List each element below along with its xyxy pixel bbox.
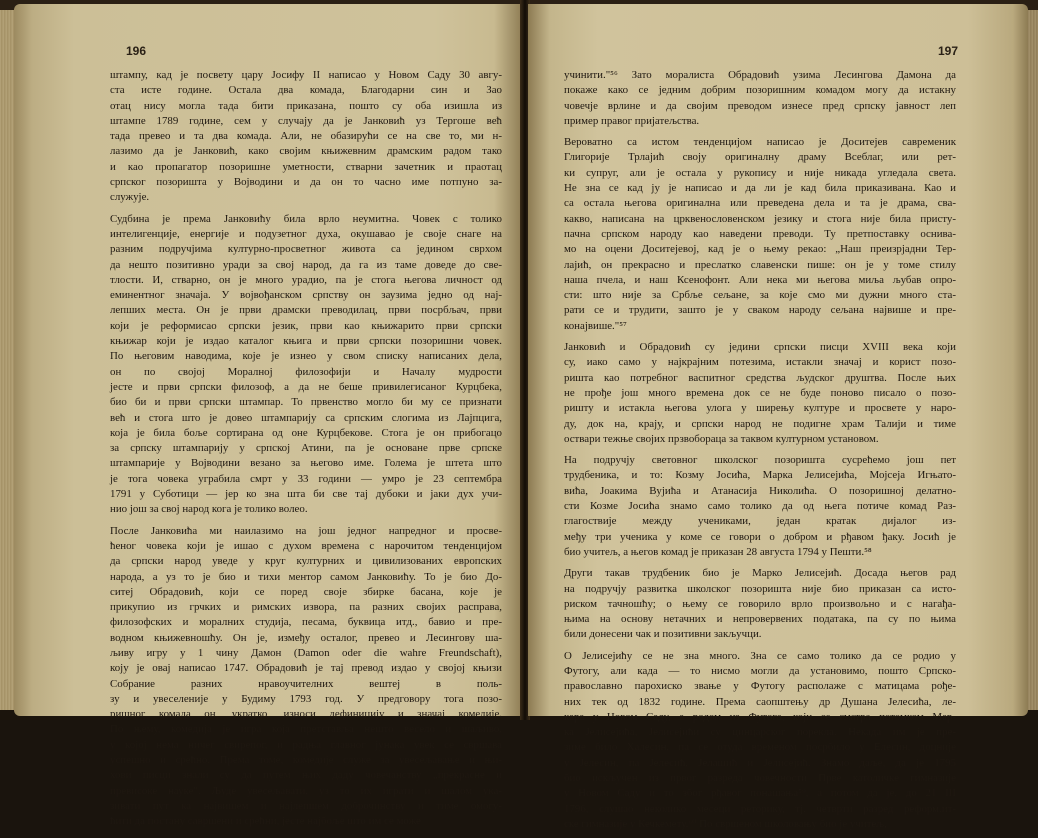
- text-line: у којој нема ничег свирепог, и радња главног јунака увек се свршава: [110, 738, 502, 751]
- text-line: хови писци знали су да путем њих даду човечанству „прекрасне и: [110, 769, 502, 782]
- right-page: [528, 4, 1028, 830]
- text-line: По његовим наводима, које је изнео у свом списку написаних дела,: [110, 350, 502, 363]
- text-line: зиме било Халесин, па се отуда временом посрбило у Елесин, доцније: [564, 741, 956, 754]
- text-line: тлости. И, стварно, он је много урадио, па је стога његова личност од: [110, 273, 502, 286]
- text-line: сти Козме Јосића знамо само толико да од њега потиче комад Раз-: [564, 500, 956, 513]
- text-line: ришта као потребног васпитног средства људског друштва. После њих: [564, 371, 956, 384]
- text-line: лазимо да је Јанковић, како својим књижевним драмским радом тако: [110, 145, 502, 158]
- text-line: тада превео и та два комада. Али, не обазирући се на све то, ми н-: [110, 130, 502, 143]
- text-line: био учитељ, а његов комад је приказан 28 августа 1794 у Пешти.⁵⁸: [564, 545, 872, 558]
- text-line: покаже како се једним добрим позоришним комадом могу да истакну: [564, 84, 956, 97]
- text-line: не прође још много времена док се не буде поново писало о позо-: [564, 386, 956, 399]
- paragraph: [564, 566, 956, 642]
- text-line: ситеј Обрадовић, који се поред своје збирке басана, које је: [110, 585, 502, 598]
- paragraph: [110, 212, 502, 518]
- paragraph: [564, 340, 956, 447]
- text-line: штампарије у Војводини везано за његово име. Голема је штета што: [110, 457, 502, 470]
- text-line: превисоке науке". Људе увесељавати, уз то их играти и шалом ука-: [110, 784, 502, 797]
- text-line: зивати пут ка највишем и најлепшем доброчинству и тиме омогу-: [110, 799, 502, 812]
- text-line: сти: што није за Србље сељане, за које смо ми дужни много ста-: [564, 289, 956, 302]
- text-line: српског позоришта у Војводини и да он то часно име потпуно за-: [110, 176, 502, 189]
- text-line: нио још за свој народ кога је толико волео.: [110, 503, 308, 516]
- text-line: О Јелисејићу се не зна много. Зна се само толико да се родио у: [564, 649, 956, 662]
- text-line: оствари тежње својих прзвобораца за таквом културном установом.: [564, 432, 879, 445]
- text-line: ка Јелисејића, Јелисејићи су цинцарског порекла. Некада им је пре-: [564, 726, 956, 739]
- text-line: риском тачношћу; о њему се говорило врло произвољно и с нагађа-: [564, 597, 956, 610]
- text-line: народа, а уз то је био и тихи ментор самом Јанковићу. То је био До-: [110, 570, 502, 583]
- text-line: и као пропагатор позоришне уметности, стварни зачетник и праотац: [110, 160, 502, 173]
- paragraph: [564, 68, 956, 129]
- text-line: пачна српском народу као наведени преводи. Ту претпоставку оснива-: [564, 227, 956, 240]
- text-line: учинити."⁵⁶ Зато моралиста Обрадовић узима Лесингова Дамона да: [564, 69, 956, 81]
- text-line: На подручју световног школског позоришта сусрећемо још пет: [564, 454, 956, 467]
- text-line: ришног комада он, укратко, износи дефиницију и значај комедије.: [110, 708, 502, 721]
- text-line: них тек од 1832 године. Према саопштењу др Душана Јелесића, ле-: [564, 695, 956, 708]
- text-line: разним подручјима културно-просветног живота са једином сврхом: [110, 243, 502, 256]
- text-line: пример правог пријатељства.: [564, 114, 700, 127]
- text-line: вића, Јоакима Вујића и Атанасија Николића. О позоришној делатно-: [564, 484, 956, 497]
- text-line: Собрание разних нравоучителних вештеј в поль-: [110, 677, 502, 690]
- paragraph: [564, 649, 956, 833]
- text-line: Други такав трудбеник био је Марко Јелисејић. Досада његов рад: [564, 567, 956, 580]
- text-line: у Јелесин, па Јелесић, Јелашић и Јелисејић. Знамо даље, да је 1795: [564, 756, 956, 769]
- text-line: био искључен из првог разреда човечности Прве католичке гимназије: [564, 772, 956, 785]
- text-line: ске гимназије у Кечкемету.⁶⁰ По свршеном школовању био је учитељ,: [564, 817, 887, 830]
- text-line: служује.: [110, 191, 150, 204]
- text-line: глагоствије между учениками, један кратак дијалог из-: [564, 515, 956, 528]
- text-line: штампу, кад је посвету цару Јосифу II написао у Новом Саду 30 авгу-: [110, 69, 502, 81]
- text-line: је тога човека уграбила смрт у 33 години — умро је 23 септембра: [110, 472, 502, 485]
- text-line: ришту и истакла његова улога у ширењу културе и просвете у наро-: [564, 402, 956, 415]
- text-line: књижар који је издао каталог књига и први српски позоришни човек.: [110, 335, 502, 348]
- text-line: 1796, слушао неколико месеци реторику, тј. четврти разред реформ.ит-: [564, 802, 956, 815]
- text-line: коју је овај написао 1747. Обрадовић је тај превод издао у својој књизи: [110, 662, 502, 675]
- text-line: на подручју развитка школског позоришта није био приказан са исто-: [564, 582, 956, 595]
- text-line: ћеног човека који је ишао с духом времена с нарочитом тенденцијом: [110, 539, 502, 552]
- text-line: Не зна се кад ју је написао и да ли је кад била приказивана. Као и: [564, 182, 956, 195]
- text-line: ста исте године. Остала два комада, Благодарни син и Зао: [110, 84, 502, 97]
- paragraph: [564, 135, 956, 334]
- text-line: ду, док на, крају, и српски народ не подигне храм Талији и тиме: [564, 417, 956, 430]
- left-page: [14, 4, 522, 828]
- text-line: он по својој Моралној филозофији и Началу мудрости: [110, 365, 502, 378]
- text-line: 1791 у Суботици — јер ко зна шта би све тај дубоки и јаки дух учи-: [110, 488, 502, 501]
- text-line: мо на оцени Доситејевој, кад је о њему рекао: „Наш преизрјадни Тер-: [564, 243, 956, 256]
- text-line: Судбина је према Јанковићу била врло неумитна. Човек с толико: [110, 212, 502, 225]
- text-line: зу и увеселеније у Будиму 1793 год. У предговору тога позо-: [110, 692, 502, 705]
- text-line: већ и стога што је довео штампарију са српским слогима из Лајпцига,: [110, 411, 502, 424]
- text-line: успешно и срећно. Према томе, комедије служе за увесељавање и њи-: [110, 754, 502, 767]
- text-line: да нешто позитивно уради за свој народ, да га из таме доведе до све-: [110, 258, 502, 271]
- text-line: кара у Новом Саду, а родом из Футога, који се сматра потомком Мар-: [564, 710, 956, 723]
- text-line: која је била боље сортирана од оне Курцбекове. Стога је он прибогацо: [110, 426, 502, 439]
- right-page-text: [564, 68, 956, 838]
- text-line: Вероватно са истом тенденцијом написао је Доситејев савременик: [564, 136, 956, 149]
- text-line: отац нису могла тада бити приказана, пошто су оба изишла из: [110, 99, 502, 112]
- text-line: у Новом Саду и то због рђавог понашања⁵⁹, а потом да је, до 21 III: [564, 787, 956, 800]
- text-line: еминентног значаја. У војвођанском српству он заузима једно од нај-: [110, 289, 502, 302]
- text-line: лајић, он прекрасно и преслатко славенски пише: он је у томе стилу: [564, 258, 956, 271]
- paragraph: [110, 68, 502, 206]
- text-line: Футогу, али када — то нисмо могли да установимо, пошто Српско-: [564, 664, 956, 677]
- text-line: љиву игру у 1 чину Дамон (Damon oder die wahre Freundschaft),: [110, 646, 502, 659]
- text-line: Глигорије Трлајић своју оригиналну драму Всеблаг, или рет-: [564, 151, 956, 164]
- text-line: ки супруг, али је остала у рукопису и није никада угледала света.: [564, 166, 956, 179]
- text-line: интелигенције, енергије и подузетног духа, окушавао је своје снаге на: [110, 227, 502, 240]
- text-line: рати се и трудити, зашто је у сваком народу сељана највише и пре-: [564, 304, 956, 317]
- text-line: човечје врлине и да својим преводом изнесе пред српску јавност леп: [564, 99, 956, 112]
- paragraph: [564, 453, 956, 560]
- text-line: какво, написана на црквенословенском језику и стога није била присту-: [564, 212, 956, 225]
- text-line: да српски народ уведе у круг културних и цивилизованих европских: [110, 555, 502, 568]
- text-line: Јанковић и Обрадовић су једини српски писци XVIII века који: [564, 341, 956, 354]
- text-line: ћити да постану савршени и срећни, јесте најбоље што им се може: [110, 815, 421, 828]
- text-line: прикупио из грчких и римских извора, па разних својих расправа,: [110, 601, 502, 614]
- text-line: међу три ученика у коме се говори о добром и рђавом ђаку. Јосић је: [564, 530, 956, 543]
- left-page-text: [110, 68, 502, 836]
- text-line: После Јанковића ми наилазимо на још једног напредног и просве-: [110, 524, 502, 537]
- text-line: за српску штампарију у српској Атини, па је основане прве српске: [110, 442, 502, 455]
- text-line: били донесени чак и позитивни закључци.: [564, 628, 762, 641]
- text-line: православно парохиско звање у Футогу располаже с матицама рође-: [564, 680, 956, 693]
- text-line: конајвише."⁵⁷: [564, 319, 627, 332]
- text-line: штампе 1789 године, сем у случају да је Јанковић уз Тергоше већ: [110, 114, 502, 127]
- paragraph: [110, 524, 502, 830]
- text-line: наша пчела, и наш Ксенофонт. Али нека ми његова миља љубав опро-: [564, 273, 956, 286]
- text-line: лепших места. Он је први драмски преводилац, први посрбљач, први: [110, 304, 502, 317]
- page-number-right: 197: [937, 44, 958, 58]
- text-line: јесте и први српски филозоф, а да не беше привилегисаног Курцбека,: [110, 380, 502, 393]
- text-line: са остала његова оригинална или преведена дела и та је драма, сва-: [564, 197, 956, 210]
- text-line: њима на основу нетачних и непровервених података, па су по њима: [564, 613, 956, 626]
- page-number-left: 196: [126, 44, 147, 58]
- text-line: који је реформисао српски језик, први као књижарито први српски: [110, 319, 502, 332]
- text-line: По њему, комедија је игра која претставља нешто весело и шаљиво,: [110, 723, 502, 736]
- text-line: водном књижевношћу. Он је, између осталог, превео и Лесингову ша-: [110, 631, 502, 644]
- text-line: трудбеника, и то: Козму Јосића, Марка Јелисејића, Мојсеја Игњато-: [564, 469, 956, 482]
- text-line: филозофских и моралних студија, песама, буквица итд., бавио и пре-: [110, 616, 502, 629]
- text-line: су, иако само у најкрајним потезима, истакли значај и корист позо-: [564, 356, 956, 369]
- text-line: био би и први српски штампар. То првенство могло би му се признати: [110, 396, 502, 409]
